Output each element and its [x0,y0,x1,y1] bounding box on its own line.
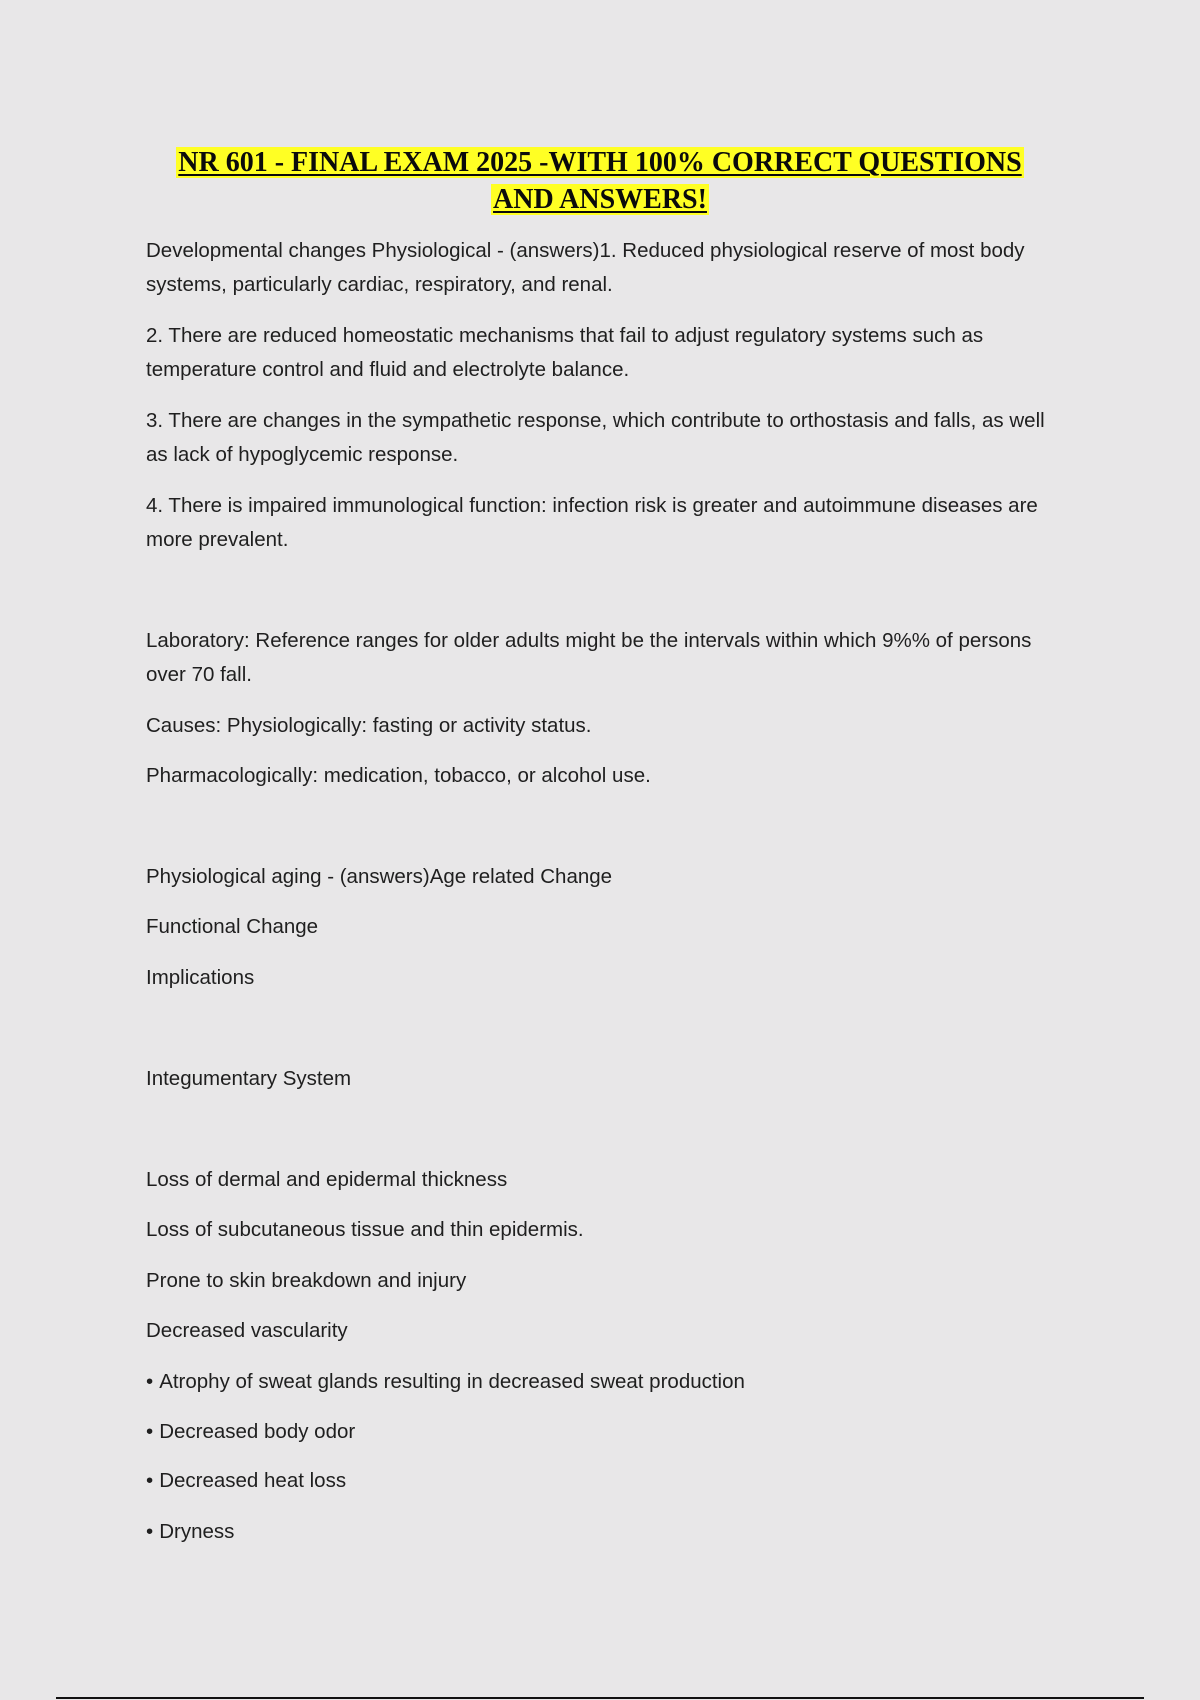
bullet-text: Decreased body odor [159,1420,356,1443]
paragraph-pharmacologically: Pharmacologically: medication, tobacco, or alcohol use. [146,764,651,787]
bullet-item [146,1365,745,1399]
paragraph-immunological: 4. There is impaired immunological function: infection risk is greater and autoimmune diseases are more prevalent. [146,494,1038,551]
paragraph-functional-change: Functional Change [146,915,319,938]
paragraph-homeostatic: 2. There are reduced homeostatic mechanisms that fail to adjust regulatory systems such as temperature control and fluid and electrolyte balance. [146,324,984,381]
paragraph-causes: Causes: Physiologically: fasting or activity status. [146,714,592,737]
bullet-icon: • [146,1469,154,1492]
paragraph-physiological-aging: Physiological aging - (answers)Age related Change [146,865,613,888]
title-line-2: AND ANSWERS! [493,184,707,215]
bullet-item [146,1464,346,1498]
paragraph-sympathetic: 3. There are changes in the sympathetic response, which contribute to orthostasis and falls, as well as lack of hypoglycemic response. [146,409,1045,466]
bullet-icon: • [146,1420,154,1443]
bullet-item [146,1415,355,1449]
bullet-item [146,1515,234,1549]
bullet-text: Dryness [159,1520,235,1543]
document-title [100,144,1100,218]
paragraph-decreased-vascularity: Decreased vascularity [146,1319,348,1342]
paragraph-loss-dermal: Loss of dermal and epidermal thickness [146,1168,508,1191]
footer-divider [56,1697,1144,1699]
paragraph-loss-subcutaneous: Loss of subcutaneous tissue and thin epidermis. [146,1218,584,1241]
bullet-icon: • [146,1520,154,1543]
bullet-icon: • [146,1370,154,1393]
paragraph-developmental-changes: Developmental changes Physiological - (answers)1. Reduced physiological reserve of most body systems, particularly cardiac, respiratory, and renal. [146,239,1025,296]
bullet-text: Atrophy of sweat glands resulting in decreased sweat production [159,1370,745,1393]
paragraph-laboratory: Laboratory: Reference ranges for older adults might be the intervals within which 9%% of persons over 70 fall. [146,629,1032,686]
section-heading-integumentary: Integumentary System [146,1067,352,1090]
paragraph-prone-breakdown: Prone to skin breakdown and injury [146,1269,467,1292]
bullet-text: Decreased heat loss [159,1469,347,1492]
title-line-1: NR 601 - FINAL EXAM 2025 -WITH 100% CORRECT QUESTIONS [178,147,1022,178]
paragraph-implications: Implications [146,966,255,989]
